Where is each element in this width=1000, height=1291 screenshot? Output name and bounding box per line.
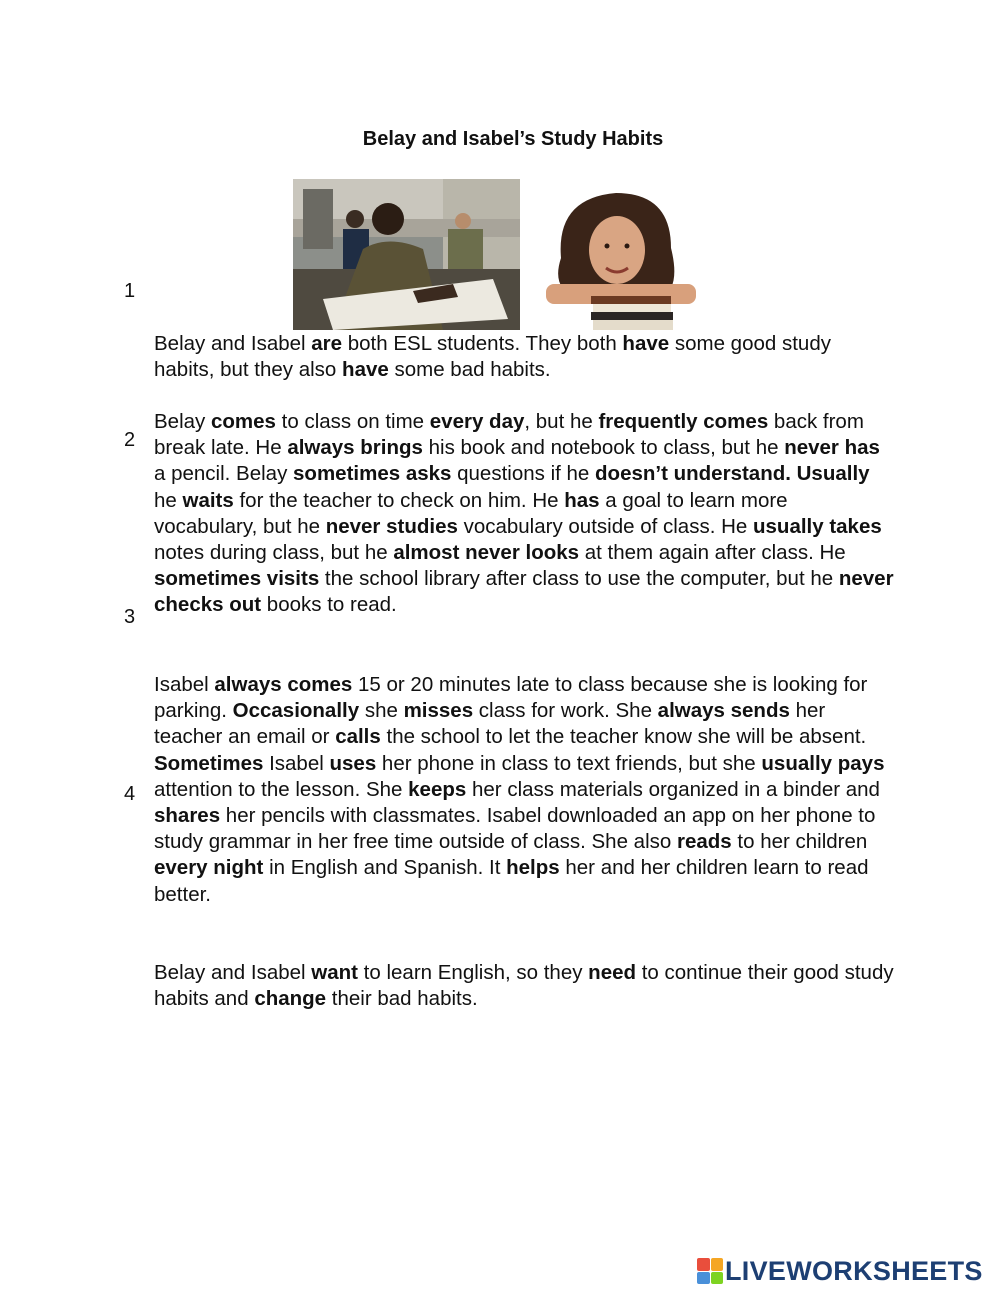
text-run: she xyxy=(359,699,404,723)
bold-phrase: always brings xyxy=(287,436,423,460)
text-run: Belay and Isabel xyxy=(154,961,312,984)
text-run: vocabulary outside of class. He xyxy=(457,514,753,538)
logo-tile xyxy=(711,1258,724,1271)
bold-phrase: keeps xyxy=(408,777,467,801)
text-run: some bad habits. xyxy=(388,358,551,382)
bold-phrase: comes xyxy=(210,410,276,433)
bold-phrase: never has xyxy=(784,436,880,460)
bold-phrase: reads xyxy=(676,830,732,854)
bold-phrase: change xyxy=(254,987,327,1011)
worksheet-title: Belay and Isabel’s Study Habits xyxy=(362,128,664,150)
bold-phrase: never checks out xyxy=(154,567,894,617)
text-run: a pencil. Belay xyxy=(154,462,294,486)
logo-tile xyxy=(697,1272,710,1285)
text-run: questions if he xyxy=(451,462,596,486)
bold-phrase: waits xyxy=(182,488,234,512)
text-run: 15 or 20 minutes late to class because she is looking for parking. xyxy=(154,673,868,723)
bold-phrase: calls xyxy=(335,725,381,749)
bold-phrase: every day xyxy=(429,410,525,433)
text-run: Belay xyxy=(154,410,211,433)
liveworksheets-logo xyxy=(697,1256,997,1286)
text-run: Belay and Isabel xyxy=(154,332,312,355)
logo-tile xyxy=(711,1272,724,1285)
line-number: 3 xyxy=(124,606,136,628)
bold-phrase: have xyxy=(342,358,389,382)
bold-phrase: always sends xyxy=(657,699,790,723)
bold-phrase: uses xyxy=(329,751,377,775)
line-number: 1 xyxy=(124,280,136,302)
bold-phrase: every night xyxy=(154,856,264,880)
bold-phrase: have xyxy=(622,332,670,355)
text-run: Isabel xyxy=(263,751,330,775)
text-run: the school library after class to use the computer, but he xyxy=(319,567,839,591)
text-run: a goal to learn more vocabulary, but he xyxy=(154,488,788,538)
bold-phrase: usually pays xyxy=(761,751,885,775)
bold-phrase: Sometimes xyxy=(154,751,264,775)
text-run: the school to let the teacher know she will be absent. xyxy=(380,725,867,749)
line-number: 4 xyxy=(124,783,136,805)
text-run: her teacher an email or xyxy=(154,699,826,749)
text-run: at them again after class. He xyxy=(579,541,846,565)
bold-phrase: sometimes visits xyxy=(154,567,320,591)
logo-tile xyxy=(697,1258,710,1271)
bold-phrase: sometimes asks xyxy=(293,462,452,486)
text-run: to continue their good study habits and xyxy=(154,961,894,1011)
bold-phrase: doesn’t understand. Usually xyxy=(595,462,870,486)
paragraph-conclusion xyxy=(154,960,894,1012)
text-run: his book and notebook to class, but he xyxy=(422,436,785,460)
bold-phrase: Occasionally xyxy=(232,699,360,723)
bold-phrase: usually takes xyxy=(753,514,882,538)
text-run: , but he xyxy=(524,410,599,433)
text-run: to class on time xyxy=(275,410,430,433)
text-run: notes during class, but he xyxy=(154,541,394,565)
bold-phrase: helps xyxy=(506,856,560,880)
text-run: to her children xyxy=(731,830,868,854)
paragraph-intro xyxy=(154,331,894,383)
text-run: he xyxy=(154,488,183,512)
liveworksheets-wordmark: LIVEWORKSHEETS xyxy=(725,1256,983,1286)
text-run: her phone in class to text friends, but she xyxy=(376,751,762,775)
photo-student-books xyxy=(521,188,732,330)
text-run: her class materials organized in a binder and xyxy=(466,777,880,801)
text-run: for the teacher to check on him. He xyxy=(233,488,565,512)
text-run: books to read. xyxy=(261,593,397,617)
text-run: class for work. She xyxy=(473,699,658,723)
text-run: Isabel xyxy=(154,673,215,696)
bold-phrase: always comes xyxy=(214,673,353,696)
text-run: to learn English, so they xyxy=(357,961,589,984)
text-run: her and her children learn to read better. xyxy=(154,856,869,906)
text-run: in English and Spanish. It xyxy=(263,856,507,880)
bold-phrase: are xyxy=(311,332,343,355)
line-number: 2 xyxy=(124,429,136,451)
bold-phrase: never studies xyxy=(325,514,458,538)
text-run: her pencils with classmates. Isabel downloaded an app on her phone to study grammar in her free time outside of class. She also xyxy=(154,804,876,854)
text-run: back from break late. He xyxy=(154,410,864,460)
bold-phrase: want xyxy=(311,961,358,984)
bold-phrase: need xyxy=(588,961,637,984)
text-run: both ESL students. They both xyxy=(342,332,623,355)
paragraph-isabel xyxy=(154,672,894,908)
bold-phrase: has xyxy=(564,488,600,512)
bold-phrase: shares xyxy=(154,804,221,828)
bold-phrase: frequently comes xyxy=(598,410,769,433)
photo-student-writing xyxy=(293,179,520,330)
text-run: some good study habits, but they also xyxy=(154,332,831,382)
liveworksheets-icon xyxy=(697,1258,723,1284)
paragraph-belay xyxy=(154,409,894,619)
text-run: their bad habits. xyxy=(326,987,478,1011)
bold-phrase: almost never looks xyxy=(393,541,580,565)
text-run: attention to the lesson. She xyxy=(154,777,409,801)
bold-phrase: misses xyxy=(403,699,474,723)
